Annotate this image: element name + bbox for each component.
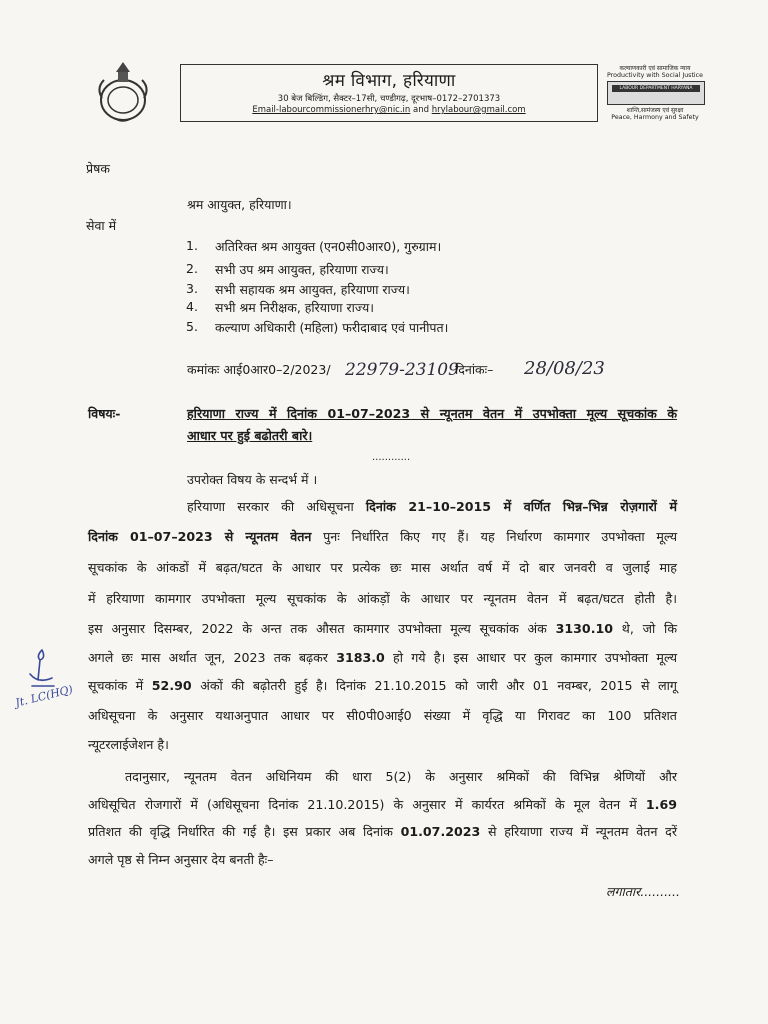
logo-banner-text: LABOUR DEPARTMENT HARYANA	[612, 85, 700, 92]
email-link-1[interactable]: Email-labourcommissionerhry@nic.in	[252, 105, 411, 115]
text-run-bold: 1.69	[645, 797, 677, 812]
logo-motto-hindi: शान्ति,सामंजस्य एवं सुरक्षा	[626, 107, 684, 114]
handwritten-initials-icon	[22, 646, 62, 692]
recipient-item: सभी श्रम निरीक्षक, हरियाणा राज्य।	[215, 300, 374, 315]
paragraph-line: न्यूटरलाईजेशन है।	[88, 737, 169, 752]
text-run-bold: दिनांक 01–07–2023 से न्यूनतम वेतन	[88, 529, 312, 544]
letterhead	[180, 64, 598, 122]
labour-department-logo	[603, 64, 707, 122]
recipient-number: 4.	[186, 299, 198, 314]
text-run-bold: 52.90	[151, 678, 192, 693]
sender-name: श्रम आयुक्त, हरियाणा।	[187, 197, 292, 212]
subject-line: हरियाणा राज्य में दिनांक 01–07–2023 से न्यूनतम वेतन में उपभोक्ता मूल्य सूचकांक के	[187, 406, 677, 421]
text-run: इस अनुसार दिसम्बर, 2022 के अन्त तक औसत कामगार उपभोक्ता मूल्य सूचकांक अंक	[88, 621, 556, 636]
recipient-item: अतिरिक्त श्रम आयुक्त (एन0सी0आर0), गुरुग्राम।	[215, 239, 442, 254]
logo-banner	[607, 81, 705, 105]
paragraph-line	[88, 649, 677, 666]
email-link-2[interactable]: hrylabour@gmail.com	[431, 105, 526, 115]
date-label: दिनांकः–	[455, 362, 494, 377]
separator-dots: ............	[372, 452, 411, 463]
text-run: अधिसूचित रोजगारों में (अधिसूचना दिनांक 21.10.2015) के अनुसार में कार्यरत श्रमिकों के मूल वेतन में	[88, 797, 646, 812]
paragraph-line: में हरियाणा कामगार उपभोक्ता मूल्य सूचकांक के आंकड़ों के आधार पर न्यूनतम वेतन में बढ़त/घटत होती है।	[88, 591, 677, 606]
reference-number-label: कमांकः आई0आर0–2/2023/	[187, 362, 331, 377]
text-run: पुनः निर्धारित किए गए हैं। यह निर्धारण कामगार उपभोक्ता मूल्य	[311, 529, 677, 544]
paragraph-line	[88, 620, 677, 637]
recipient-item: कल्याण अधिकारी (महिला) फरीदाबाद एवं पानीपत।	[215, 320, 449, 335]
text-run-bold: 3183.0	[336, 650, 385, 665]
date-handwritten: 28/08/23	[524, 358, 605, 379]
paragraph-line: तदानुसार, न्यूनतम वेतन अधिनियम की धारा 5(2) के अनुसार श्रमिकों की विभिन्न श्रेणियों और	[125, 769, 677, 784]
text-run: अंकों की बढ़ोतरी हुई है। दिनांक 21.10.2015 को जारी और 01 नवम्बर, 2015 से लागू	[191, 678, 677, 693]
paragraph-line: अगले पृष्ठ से निम्न अनुसार देय बनती हैः–	[88, 852, 274, 867]
recipient-number: 1.	[186, 238, 198, 253]
department-email	[181, 105, 597, 115]
text-run: से हरियाणा राज्य में न्यूनतम वेतन दरें	[480, 824, 677, 839]
recipient-number: 2.	[186, 261, 198, 276]
recipient-number: 3.	[186, 281, 198, 296]
reference-number-handwritten: 22979-23109	[345, 360, 459, 380]
paragraph-line: सूचकांक के आंकडों में बढ़त/घटत के आधार पर प्रत्येक छः मास अर्थात वर्ष में दो बार जनवरी व जुलाई माह	[88, 560, 677, 575]
haryana-emblem-icon	[92, 58, 154, 126]
text-run: थे, जो कि	[613, 621, 677, 636]
text-run-bold: दिनांक 21–10–2015 में वर्णित भिन्न–भिन्न रोज़गारों में	[365, 499, 678, 514]
recipient-item: सभी उप श्रम आयुक्त, हरियाणा राज्य।	[215, 262, 389, 277]
logo-motto-english: Peace, Harmony and Safety	[611, 114, 699, 121]
text-run-bold: 3130.10	[555, 621, 614, 636]
logo-tagline-english: Productivity with Social Justice	[606, 72, 704, 79]
paragraph-line	[187, 498, 677, 515]
department-address: 30 बेज बिल्डिंग, सैक्टर–17सी, चण्डीगढ़, दूरभाष–0172–2701373	[277, 94, 501, 104]
text-run: हरियाणा सरकार की अधिसूचना	[187, 499, 366, 514]
continued-note: लगातार..........	[606, 884, 680, 899]
subject-line: आधार पर हुई बढोतरी बारे।	[187, 428, 313, 443]
paragraph-line	[88, 677, 677, 694]
text-run: अगले छः मास अर्थात जून, 2023 तक बढ़कर	[88, 650, 337, 665]
department-title: श्रम विभाग, हरियाणा	[322, 71, 456, 91]
recipient-item: सभी सहायक श्रम आयुक्त, हरियाणा राज्य।	[215, 282, 410, 297]
logo-tagline-hindi: कल्याणकारी एवं सामाजिक न्याय	[619, 65, 691, 72]
email-and: and	[410, 105, 432, 115]
recipient-number: 5.	[186, 319, 198, 334]
text-run: हो गये है। इस आधार पर कुल कामगार उपभोक्ता मूल्य	[384, 650, 678, 665]
text-run: प्रतिशत की वृद्धि निर्धारित की गई है। इस प्रकार अब दिनांक	[88, 824, 401, 839]
text-run-bold: 01.07.2023	[400, 824, 481, 839]
paragraph-line: अधिसूचना के अनुसार यथाअनुपात आधार पर सी0पी0आई0 संख्या में वृद्धि या गिरावट का 100 प्रतिशत	[88, 708, 677, 723]
paragraph-line	[88, 528, 677, 545]
text-run: सूचकांक में	[88, 678, 152, 693]
recipient-label: सेवा में	[86, 218, 117, 233]
reference-line: उपरोक्त विषय के सन्दर्भ में ।	[187, 472, 318, 487]
paragraph-line	[88, 823, 677, 840]
paragraph-line	[88, 796, 677, 813]
subject-label: विषयः-	[88, 406, 121, 421]
sender-label: प्रेषक	[86, 161, 110, 176]
margin-note-handwritten: Jt. LC(HQ)	[14, 682, 75, 710]
